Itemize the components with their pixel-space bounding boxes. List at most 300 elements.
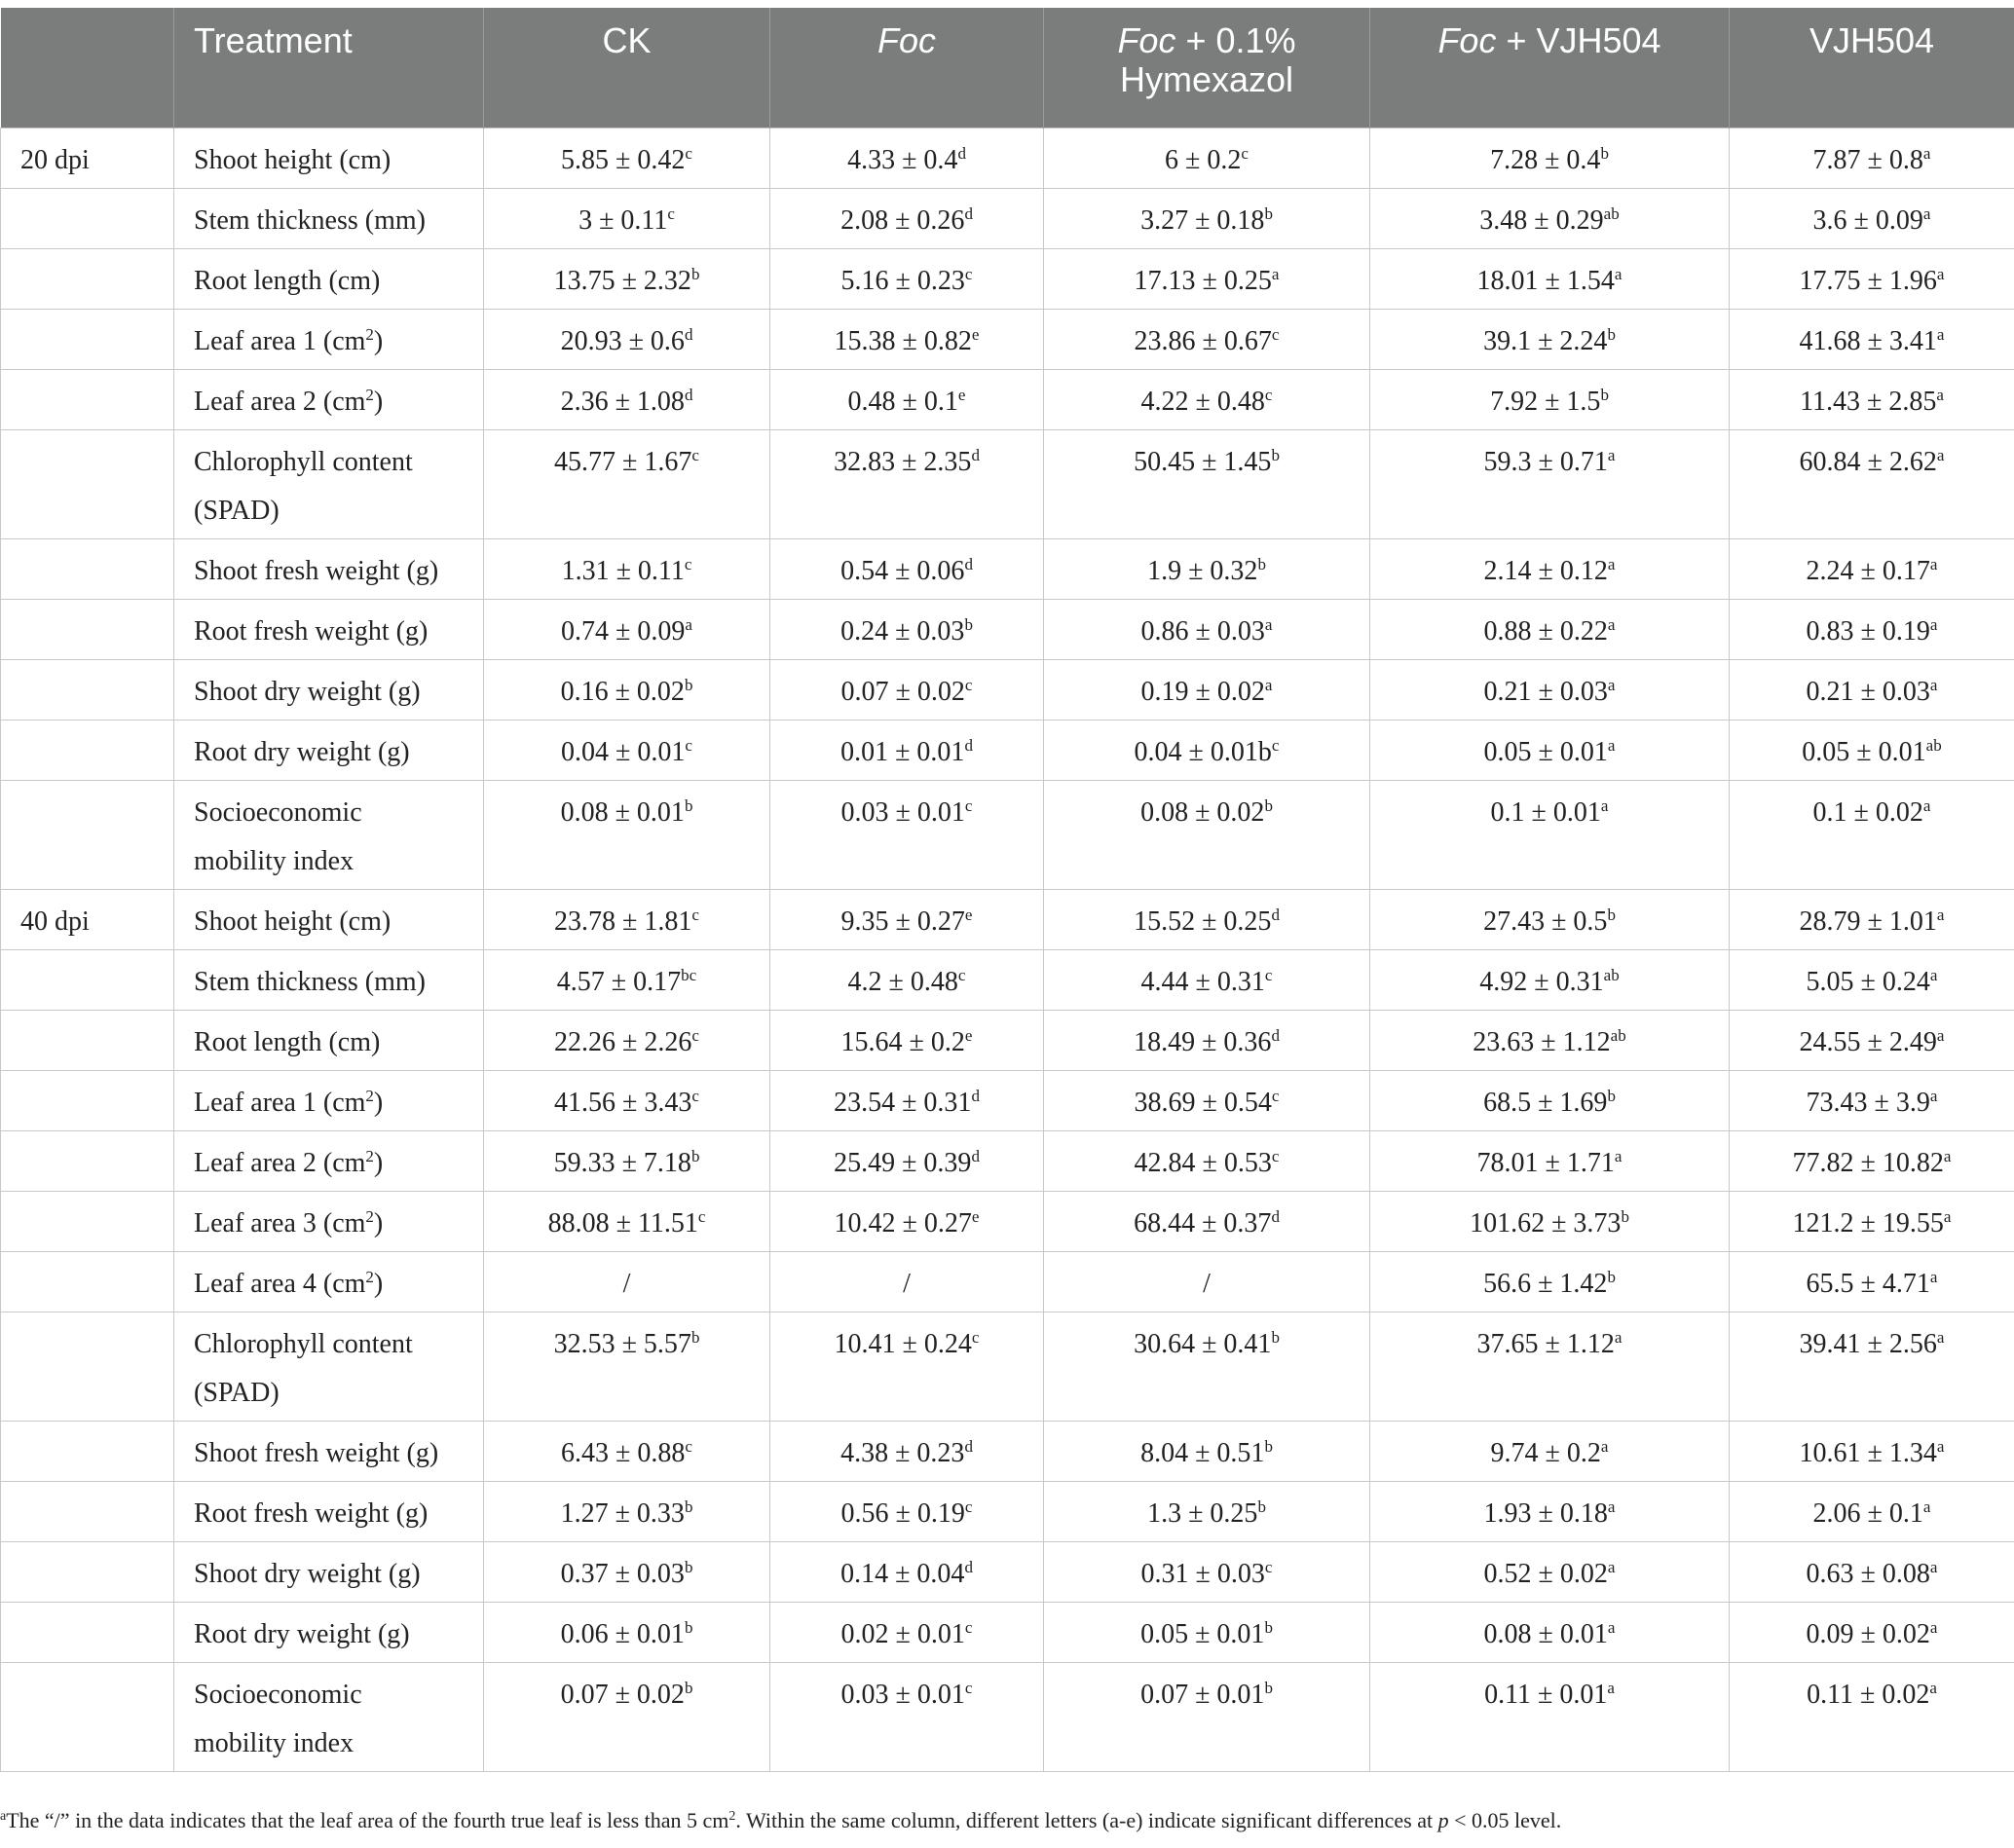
table-row (1, 781, 2014, 890)
mean-sd-value: 0.54 ± 0.06 (840, 556, 965, 586)
value-cell (1370, 129, 1730, 189)
mean-sd-value: 0.1 ± 0.01 (1490, 797, 1601, 828)
significance-letter: c (957, 966, 966, 984)
group-label-cell (1, 1542, 174, 1603)
value-cell (1730, 1252, 2014, 1312)
significance-letter: c (685, 736, 692, 755)
significance-letter: d (964, 204, 973, 223)
significance-letter: a (1607, 676, 1616, 694)
table-row (1, 1011, 2014, 1071)
significance-letter: e (957, 386, 966, 404)
significance-letter: a (1936, 386, 1944, 404)
significance-letter: a (1943, 1147, 1952, 1165)
mean-sd-value: 7.28 ± 0.4 (1490, 145, 1601, 175)
mean-sd-value: 3.27 ± 0.18 (1140, 205, 1265, 236)
mean-sd-value: 56.6 ± 1.42 (1483, 1269, 1608, 1299)
parameter-label: Root length (cm) (194, 1027, 381, 1057)
mean-sd-value: 15.52 ± 0.25 (1134, 906, 1272, 937)
significance-letter: bc (681, 966, 697, 984)
parameter-cell (174, 539, 484, 600)
mean-sd-value: 39.41 ± 2.56 (1799, 1329, 1937, 1359)
significance-letter: ab (1610, 1026, 1626, 1045)
value-cell (1044, 1542, 1370, 1603)
mean-sd-value: 68.44 ± 0.37 (1134, 1208, 1272, 1238)
table-row (1, 600, 2014, 660)
header-foc-hymexazol (1044, 8, 1370, 129)
parameter-cell (174, 310, 484, 370)
mean-sd-value: 4.57 ± 0.17 (556, 967, 682, 997)
mean-sd-value: 23.78 ± 1.81 (554, 906, 692, 937)
significance-letter: a (1271, 265, 1280, 283)
value-cell (1730, 1312, 2014, 1422)
footnote-p: p (1437, 1808, 1449, 1832)
value-cell (1730, 430, 2014, 539)
value-cell (1370, 1131, 1730, 1192)
parameter-cell (174, 1542, 484, 1603)
mean-sd-value: 68.5 ± 1.69 (1483, 1088, 1608, 1118)
significance-letter: a (1607, 1497, 1616, 1516)
value-cell (484, 129, 770, 189)
value-cell (1370, 1422, 1730, 1482)
parameter-label-end: ) (373, 326, 384, 356)
value-cell (1730, 249, 2014, 310)
parameter-cell (174, 660, 484, 721)
value-cell (1730, 1422, 2014, 1482)
mean-sd-value: 10.41 ± 0.24 (834, 1329, 972, 1359)
significance-letter: b (1264, 1618, 1273, 1637)
group-label-cell (1, 310, 174, 370)
significance-letter: d (1271, 1207, 1280, 1226)
significance-letter: e (964, 1026, 973, 1045)
value-cell (770, 1663, 1044, 1772)
group-label-cell (1, 1482, 174, 1542)
mean-sd-value: 0.14 ± 0.04 (840, 1559, 965, 1589)
mean-sd-value: 0.02 ± 0.01 (840, 1619, 965, 1649)
parameter-unit-sup: 2 (365, 325, 374, 344)
value-cell (770, 890, 1044, 950)
significance-letter: d (964, 736, 973, 755)
mean-sd-value: 1.9 ± 0.32 (1147, 556, 1258, 586)
table-row (1, 1482, 2014, 1542)
mean-sd-value: 7.92 ± 1.5 (1490, 387, 1601, 417)
significance-letter: b (684, 1497, 693, 1516)
value-cell (1370, 430, 1730, 539)
significance-letter: c (1271, 1087, 1280, 1105)
header-foc-vjh-suffix: + VJH504 (1496, 20, 1661, 60)
value-cell (484, 310, 770, 370)
value-cell (1370, 370, 1730, 430)
parameter-cell (174, 600, 484, 660)
header-blank (1, 8, 174, 129)
value-cell (770, 1011, 1044, 1071)
parameter-label: Stem thickness (mm) (194, 205, 426, 236)
significance-letter: e (971, 1207, 980, 1226)
significance-letter: a (1600, 1437, 1609, 1456)
mean-sd-value: 39.1 ± 2.24 (1483, 326, 1608, 356)
value-cell (1044, 600, 1370, 660)
mean-sd-value: 15.64 ± 0.2 (840, 1027, 965, 1057)
value-cell (1730, 539, 2014, 600)
mean-sd-value: 0.48 ± 0.1 (847, 387, 958, 417)
significance-letter: ab (1925, 736, 1942, 755)
significance-letter: d (964, 555, 973, 573)
value-cell (1370, 1542, 1730, 1603)
parameter-label-end: ) (373, 1269, 384, 1299)
mean-sd-value: 3.48 ± 0.29 (1479, 205, 1604, 236)
parameter-cell (174, 1071, 484, 1131)
mean-sd-value: 3 ± 0.11 (578, 205, 668, 236)
parameter-cell (174, 1252, 484, 1312)
value-cell (484, 1192, 770, 1252)
group-label-cell (1, 1252, 174, 1312)
mean-sd-value: 0.03 ± 0.01 (840, 797, 965, 828)
value-cell (770, 781, 1044, 890)
parameter-label: Root dry weight (g) (194, 737, 410, 767)
mean-sd-value: 45.77 ± 1.67 (554, 447, 692, 477)
significance-letter: a (1264, 676, 1273, 694)
significance-letter: b (690, 1328, 700, 1347)
value-cell (770, 1252, 1044, 1312)
mean-sd-value: 0.11 ± 0.01 (1484, 1680, 1608, 1710)
mean-sd-value: 23.86 ± 0.67 (1134, 326, 1272, 356)
mean-sd-value: 11.43 ± 2.85 (1800, 387, 1937, 417)
mean-sd-value: 0.19 ± 0.02 (1140, 677, 1265, 707)
significance-letter: a (1922, 204, 1931, 223)
significance-letter: d (971, 446, 980, 464)
value-cell (1370, 189, 1730, 249)
significance-letter: d (1271, 1026, 1280, 1045)
significance-letter: b (1600, 144, 1609, 163)
mean-sd-value: 0.08 ± 0.02 (1140, 797, 1265, 828)
mean-sd-value: 0.56 ± 0.19 (840, 1498, 965, 1529)
table-row (1, 1071, 2014, 1131)
significance-letter: a (1607, 555, 1616, 573)
value-cell (1730, 1192, 2014, 1252)
significance-letter: c (685, 1437, 692, 1456)
parameter-label-line2: mobility index (194, 1728, 354, 1758)
significance-letter: c (964, 1497, 973, 1516)
value-cell (770, 1312, 1044, 1422)
parameter-label-line2: mobility index (194, 846, 354, 876)
value-cell (1044, 950, 1370, 1011)
significance-letter: a (1936, 1328, 1945, 1347)
parameter-cell (174, 1603, 484, 1663)
value-cell (770, 249, 1044, 310)
value-cell (770, 1603, 1044, 1663)
value-cell (1370, 1663, 1730, 1772)
mean-sd-value: 15.38 ± 0.82 (834, 326, 972, 356)
table-row (1, 1252, 2014, 1312)
parameter-cell (174, 1482, 484, 1542)
parameter-label: Socioeconomic (194, 1680, 362, 1710)
table-row (1, 189, 2014, 249)
mean-sd-value: 17.13 ± 0.25 (1134, 266, 1272, 296)
header-foc-hym-line2: Hymexazol (1119, 59, 1294, 99)
significance-letter: c (964, 265, 973, 283)
value-cell (1044, 781, 1370, 890)
group-label-cell (1, 1603, 174, 1663)
significance-letter: c (697, 1207, 706, 1226)
mean-sd-value: 1.31 ± 0.11 (561, 556, 685, 586)
value-cell (484, 1011, 770, 1071)
significance-letter: a (1922, 1497, 1931, 1516)
significance-letter: b (684, 1558, 693, 1576)
mean-sd-value: 6 ± 0.2 (1165, 145, 1242, 175)
footnote-sup-2: 2 (728, 1809, 736, 1824)
parameter-cell (174, 1131, 484, 1192)
significance-letter: d (684, 386, 693, 404)
mean-sd-value: 121.2 ± 19.55 (1792, 1208, 1944, 1238)
significance-letter: a (1264, 615, 1273, 634)
header-row (1, 8, 2014, 129)
significance-letter: b (1607, 325, 1616, 344)
mean-sd-value: 0.07 ± 0.02 (560, 1680, 685, 1710)
mean-sd-value: 23.63 ± 1.12 (1473, 1027, 1611, 1057)
value-cell (1044, 1312, 1370, 1422)
value-cell (1370, 310, 1730, 370)
value-cell (1730, 129, 2014, 189)
value-cell (484, 781, 770, 890)
significance-letter: b (684, 1618, 693, 1637)
significance-letter: e (964, 906, 973, 924)
significance-letter: a (1936, 325, 1945, 344)
value-cell (1370, 1071, 1730, 1131)
significance-letter: a (1929, 615, 1938, 634)
header-foc-text: Foc (876, 20, 936, 60)
table-row (1, 1603, 2014, 1663)
mean-sd-value: 5.05 ± 0.24 (1806, 967, 1930, 997)
value-cell (484, 1663, 770, 1772)
parameter-label: Root dry weight (g) (194, 1619, 410, 1649)
parameter-label: Shoot fresh weight (g) (194, 556, 439, 586)
value-cell (1044, 1011, 1370, 1071)
mean-sd-value: 41.68 ± 3.41 (1799, 326, 1937, 356)
mean-sd-value: 0.01 ± 0.01 (840, 737, 965, 767)
results-table (0, 8, 2014, 1772)
value-cell (770, 600, 1044, 660)
value-cell (1730, 189, 2014, 249)
mean-sd-value: 27.43 ± 0.5 (1483, 906, 1608, 937)
value-cell (770, 189, 1044, 249)
value-cell (1044, 129, 1370, 189)
mean-sd-value: 28.79 ± 1.01 (1799, 906, 1937, 937)
significance-letter: c (1271, 1147, 1280, 1165)
table-row (1, 1131, 2014, 1192)
mean-sd-value: 1.27 ± 0.33 (560, 1498, 685, 1529)
value-cell (484, 1071, 770, 1131)
significance-letter: b (1271, 446, 1280, 464)
value-cell (1370, 721, 1730, 781)
parameter-cell (174, 189, 484, 249)
mean-sd-value: 0.07 ± 0.01 (1140, 1680, 1265, 1710)
significance-letter: b (1264, 796, 1273, 815)
parameter-cell (174, 890, 484, 950)
significance-letter: ab (1603, 204, 1620, 223)
value-cell (1044, 890, 1370, 950)
mean-sd-value: 0.83 ± 0.19 (1806, 616, 1930, 647)
parameter-label: Stem thickness (mm) (194, 967, 426, 997)
significance-letter: c (1264, 1558, 1273, 1576)
significance-letter: b (964, 615, 973, 634)
mean-sd-value: 0.37 ± 0.03 (560, 1559, 685, 1589)
mean-sd-value: 50.45 ± 1.45 (1134, 447, 1272, 477)
mean-sd-value: 0.08 ± 0.01 (560, 797, 685, 828)
mean-sd-value: 32.83 ± 2.35 (834, 447, 972, 477)
table-row (1, 660, 2014, 721)
parameter-label: Root fresh weight (g) (194, 616, 429, 647)
value-cell (484, 189, 770, 249)
mean-sd-value: 42.84 ± 0.53 (1134, 1148, 1272, 1178)
significance-letter: a (1936, 265, 1945, 283)
mean-sd-value: 0.05 ± 0.01 (1483, 737, 1608, 767)
group-label-cell: 20 dpi (1, 129, 174, 189)
table-row (1, 1192, 2014, 1252)
significance-letter: a (1614, 265, 1622, 283)
parameter-cell (174, 1312, 484, 1422)
mean-sd-value: 78.01 ± 1.71 (1476, 1148, 1615, 1178)
mean-sd-value: 73.43 ± 3.9 (1806, 1088, 1930, 1118)
significance-letter: b (684, 796, 693, 815)
parameter-label: Leaf area 1 (cm (194, 326, 366, 356)
mean-sd-value: 1.3 ± 0.25 (1147, 1498, 1258, 1529)
mean-sd-value: / (903, 1269, 911, 1299)
parameter-cell (174, 1011, 484, 1071)
mean-sd-value: 22.26 ± 2.26 (554, 1027, 692, 1057)
significance-letter: c (964, 796, 973, 815)
mean-sd-value: 5.16 ± 0.23 (840, 266, 965, 296)
value-cell (484, 249, 770, 310)
mean-sd-value: 30.64 ± 0.41 (1134, 1329, 1272, 1359)
mean-sd-value: 0.04 ± 0.01b (1134, 737, 1272, 767)
group-label-cell (1, 430, 174, 539)
significance-letter: a (1607, 446, 1616, 464)
significance-letter: b (684, 1679, 693, 1697)
significance-letter: a (1929, 1268, 1938, 1286)
mean-sd-value: 37.65 ± 1.12 (1476, 1329, 1615, 1359)
value-cell (484, 1312, 770, 1422)
parameter-cell (174, 781, 484, 890)
significance-letter: a (1929, 1679, 1937, 1697)
header-foc-vjh-italic: Foc (1437, 20, 1497, 60)
significance-letter: b (1257, 1497, 1266, 1516)
table-row (1, 1312, 2014, 1422)
value-cell (1370, 1482, 1730, 1542)
value-cell (1730, 1603, 2014, 1663)
parameter-cell (174, 721, 484, 781)
mean-sd-value: 17.75 ± 1.96 (1799, 266, 1937, 296)
significance-letter: e (971, 325, 980, 344)
value-cell (1730, 950, 2014, 1011)
header-foc (770, 8, 1044, 129)
parameter-label: Shoot dry weight (g) (194, 1559, 421, 1589)
significance-letter: a (1929, 966, 1938, 984)
significance-letter: d (971, 1087, 980, 1105)
significance-letter: c (684, 555, 692, 573)
mean-sd-value: 0.16 ± 0.02 (560, 677, 685, 707)
value-cell (1730, 1542, 2014, 1603)
significance-letter: b (684, 676, 693, 694)
significance-letter: a (1614, 1328, 1622, 1347)
significance-letter: a (1943, 1207, 1952, 1226)
value-cell (1730, 1011, 2014, 1071)
mean-sd-value: 0.1 ± 0.02 (1812, 797, 1923, 828)
value-cell (770, 430, 1044, 539)
mean-sd-value: 9.74 ± 0.2 (1490, 1438, 1601, 1468)
significance-letter: a (1936, 906, 1945, 924)
header-vjh504: VJH504 (1730, 8, 2014, 129)
significance-letter: c (691, 1026, 699, 1045)
table-row (1, 370, 2014, 430)
table-row (1, 721, 2014, 781)
mean-sd-value: 4.33 ± 0.4 (847, 145, 958, 175)
parameter-unit-sup: 2 (365, 386, 374, 404)
table-footnote (0, 1808, 1561, 1833)
parameter-label: Socioeconomic (194, 797, 362, 828)
mean-sd-value: 101.62 ± 3.73 (1470, 1208, 1622, 1238)
value-cell (1730, 1071, 2014, 1131)
parameter-label: Shoot dry weight (g) (194, 677, 421, 707)
value-cell (1370, 600, 1730, 660)
significance-letter: d (964, 1437, 973, 1456)
mean-sd-value: 0.52 ± 0.02 (1483, 1559, 1608, 1589)
group-label-cell (1, 1663, 174, 1772)
value-cell (484, 950, 770, 1011)
mean-sd-value: 59.33 ± 7.18 (553, 1148, 691, 1178)
parameter-unit-sup: 2 (365, 1147, 374, 1165)
value-cell (1044, 1252, 1370, 1312)
significance-letter: b (1607, 906, 1616, 924)
value-cell (484, 370, 770, 430)
significance-letter: c (1264, 386, 1273, 404)
value-cell (1730, 890, 2014, 950)
mean-sd-value: 0.04 ± 0.01 (561, 737, 686, 767)
mean-sd-value: 7.87 ± 0.8 (1812, 145, 1923, 175)
mean-sd-value: 10.61 ± 1.34 (1799, 1438, 1937, 1468)
value-cell (770, 1482, 1044, 1542)
footnote-mark: a (0, 1809, 7, 1824)
mean-sd-value: 8.04 ± 0.51 (1140, 1438, 1265, 1468)
parameter-label: Chlorophyll content (194, 1329, 413, 1359)
group-label-cell (1, 249, 174, 310)
value-cell (1730, 370, 2014, 430)
value-cell (1044, 1131, 1370, 1192)
mean-sd-value: 59.3 ± 0.71 (1483, 447, 1608, 477)
footnote-text-1: The “/” in the data indicates that the leaf area of the fourth true leaf is less than 5 cm (6, 1808, 729, 1832)
significance-letter: a (1607, 1679, 1615, 1697)
parameter-label: Shoot height (cm) (194, 906, 392, 937)
significance-letter: b (1621, 1207, 1629, 1226)
value-cell (1370, 1011, 1730, 1071)
mean-sd-value: 0.74 ± 0.09 (561, 616, 686, 647)
footnote-text-3: < 0.05 level. (1448, 1808, 1562, 1832)
mean-sd-value: 5.85 ± 0.42 (561, 145, 686, 175)
value-cell (1044, 430, 1370, 539)
mean-sd-value: / (622, 1269, 631, 1299)
table-body (1, 129, 2014, 1772)
group-label-cell: 40 dpi (1, 890, 174, 950)
value-cell (770, 660, 1044, 721)
significance-letter: d (1271, 906, 1280, 924)
value-cell (1730, 660, 2014, 721)
significance-letter: c (685, 144, 692, 163)
significance-letter: ab (1603, 966, 1620, 984)
value-cell (484, 1422, 770, 1482)
parameter-label: Root fresh weight (g) (194, 1498, 429, 1529)
significance-letter: d (964, 1558, 973, 1576)
significance-letter: a (1607, 1618, 1616, 1637)
significance-letter: a (1929, 1618, 1938, 1637)
value-cell (770, 950, 1044, 1011)
